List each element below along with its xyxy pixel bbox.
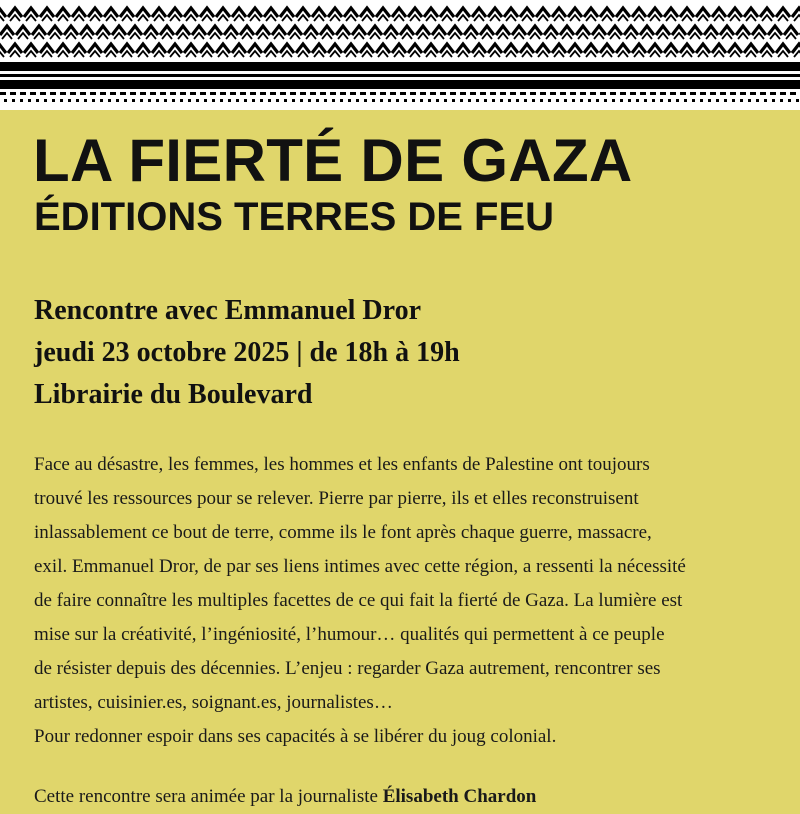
- keffiyeh-pattern: [0, 0, 800, 110]
- moderator-line: [34, 780, 774, 814]
- event-info: [34, 290, 460, 416]
- poster-content: [0, 110, 800, 807]
- description-line: de faire connaître les multiples facettes de ce qui fait la fierté de Gaza. La lumière est: [34, 590, 683, 611]
- venue-line: Librairie du Boulevard: [34, 379, 313, 410]
- description-line: mise sur la créativité, l’ingéniosité, l’humour… qualités qui permettent à ce peuple: [34, 624, 665, 645]
- moderator-prefix: Cette rencontre sera animée par la journaliste: [34, 786, 378, 807]
- keffiyeh-pattern-banner: [0, 0, 800, 110]
- moderator-name: Élisabeth Chardon: [382, 786, 537, 807]
- date-line: jeudi 23 octobre 2025 | de 18h à 19h: [34, 337, 460, 368]
- description-line: artistes, cuisinier.es, soignant.es, journalistes…: [34, 692, 393, 713]
- description-line: inlassablement ce bout de terre, comme ils le font après chaque guerre, massacre,: [34, 522, 652, 543]
- poster-title: LA FIERTÉ DE GAZA: [33, 127, 633, 194]
- publisher-name: ÉDITIONS TERRES DE FEU: [34, 195, 555, 239]
- description-line: exil. Emmanuel Dror, de par ses liens intimes avec cette région, a ressenti la nécessité: [34, 556, 686, 577]
- description-line: Face au désastre, les femmes, les hommes et les enfants de Palestine ont toujours: [34, 454, 650, 475]
- description-line: de résister depuis des décennies. L’enjeu : regarder Gaza autrement, rencontrer ses: [34, 658, 661, 679]
- event-line: Rencontre avec Emmanuel Dror: [34, 295, 421, 326]
- description: [34, 448, 774, 754]
- description-line: trouvé les ressources pour se relever. Pierre par pierre, ils et elles reconstruisent: [34, 488, 639, 509]
- description-line: Pour redonner espoir dans ses capacités à se libérer du joug colonial.: [34, 726, 557, 747]
